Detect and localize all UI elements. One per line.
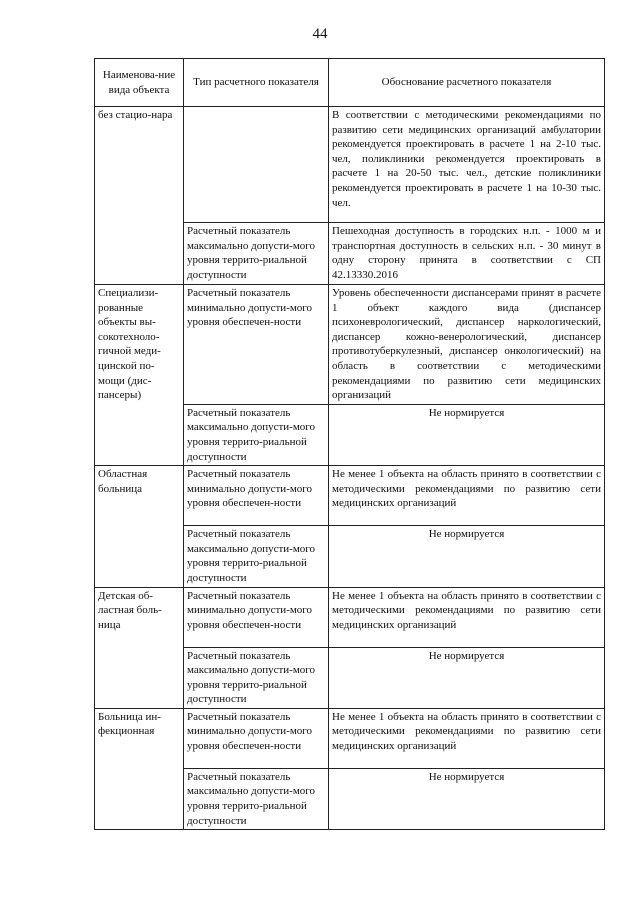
- indicator-justification: Не нормируется: [329, 404, 605, 465]
- object-name: Специализи-рованные объекты вы-сокотехноло-гичной меди-цинской по-мощи (дис-пансеры): [95, 285, 184, 466]
- indicator-justification: Не нормируется: [329, 526, 605, 587]
- indicator-type: Расчетный показатель минимально допусти-мого уровня обеспечен-ности: [184, 285, 329, 405]
- indicator-type: [184, 107, 329, 223]
- table-row: [95, 107, 605, 223]
- indicator-justification: Пешеходная доступность в городских н.п. - 1000 м и транспортная доступность в сельских н.п. - 30 минут в одну сторону принята в соответствии с СП 42.13330.2016: [329, 223, 605, 285]
- page-number: 44: [312, 26, 328, 42]
- table-row: [95, 708, 605, 768]
- indicator-justification: Не нормируется: [329, 647, 605, 708]
- indicator-justification: Не нормируется: [329, 768, 605, 829]
- indicator-justification: В соответствии с методическими рекомендациями по развитию сети медицинских организаций амбулатории рекомендуется проектировать в расчете 1 на 2-10 тыс. чел, поликлиники рекомендуется проектировать в расчете 1 на 20-50 тыс. чел., детские поликлиники рекомендуется проектировать в расчете 1 на 10-30 тыс. чел.: [329, 107, 605, 223]
- indicator-justification: Не менее 1 объекта на область принято в соответствии с методическими рекомендациями по развитию сети медицинских организаций: [329, 708, 605, 768]
- table-row: [95, 285, 605, 405]
- indicator-justification: Не менее 1 объекта на область принято в соответствии с методическими рекомендациями по развитию сети медицинских организаций: [329, 587, 605, 647]
- object-name: Больница ин-фекционная: [95, 708, 184, 829]
- indicator-type: Расчетный показатель максимально допусти-мого уровня террито-риальной доступности: [184, 223, 329, 285]
- indicator-type: Расчетный показатель максимально допусти-мого уровня террито-риальной доступности: [184, 404, 329, 465]
- indicator-type: Расчетный показатель максимально допусти-мого уровня террито-риальной доступности: [184, 768, 329, 829]
- object-name: без стацио-нара: [95, 107, 184, 285]
- header-object: Наименова-ние вида объекта: [95, 59, 184, 107]
- table-row: [95, 466, 605, 526]
- header-justification: Обоснование расчетного показателя: [329, 59, 605, 107]
- indicator-type: Расчетный показатель максимально допусти-мого уровня террито-риальной доступности: [184, 526, 329, 587]
- indicator-type: Расчетный показатель минимально допусти-мого уровня обеспечен-ности: [184, 587, 329, 647]
- object-name: Детская об-ластная боль-ница: [95, 587, 184, 708]
- table-row: [95, 587, 605, 647]
- object-name: Областная больница: [95, 466, 184, 587]
- table-header-row: [95, 59, 605, 107]
- indicator-type: Расчетный показатель максимально допусти-мого уровня террито-риальной доступности: [184, 647, 329, 708]
- indicator-justification: Не менее 1 объекта на область принято в соответствии с методическими рекомендациями по развитию сети медицинских организаций: [329, 466, 605, 526]
- header-indicator: Тип расчетного показателя: [184, 59, 329, 107]
- indicator-type: Расчетный показатель минимально допусти-мого уровня обеспечен-ности: [184, 466, 329, 526]
- indicator-justification: Уровень обеспеченности диспансерами принят в расчете 1 объект каждого вида (диспансер психоневрологический, диспансер наркологический, диспансер кожно-венерологический, диспансер противотуберкулезный, диспансер онкологический) на область в соответствии с методическими рекомендациями по развитию сети медицинских организаций: [329, 285, 605, 405]
- norms-table: [94, 58, 605, 830]
- indicator-type: Расчетный показатель минимально допусти-мого уровня обеспечен-ности: [184, 708, 329, 768]
